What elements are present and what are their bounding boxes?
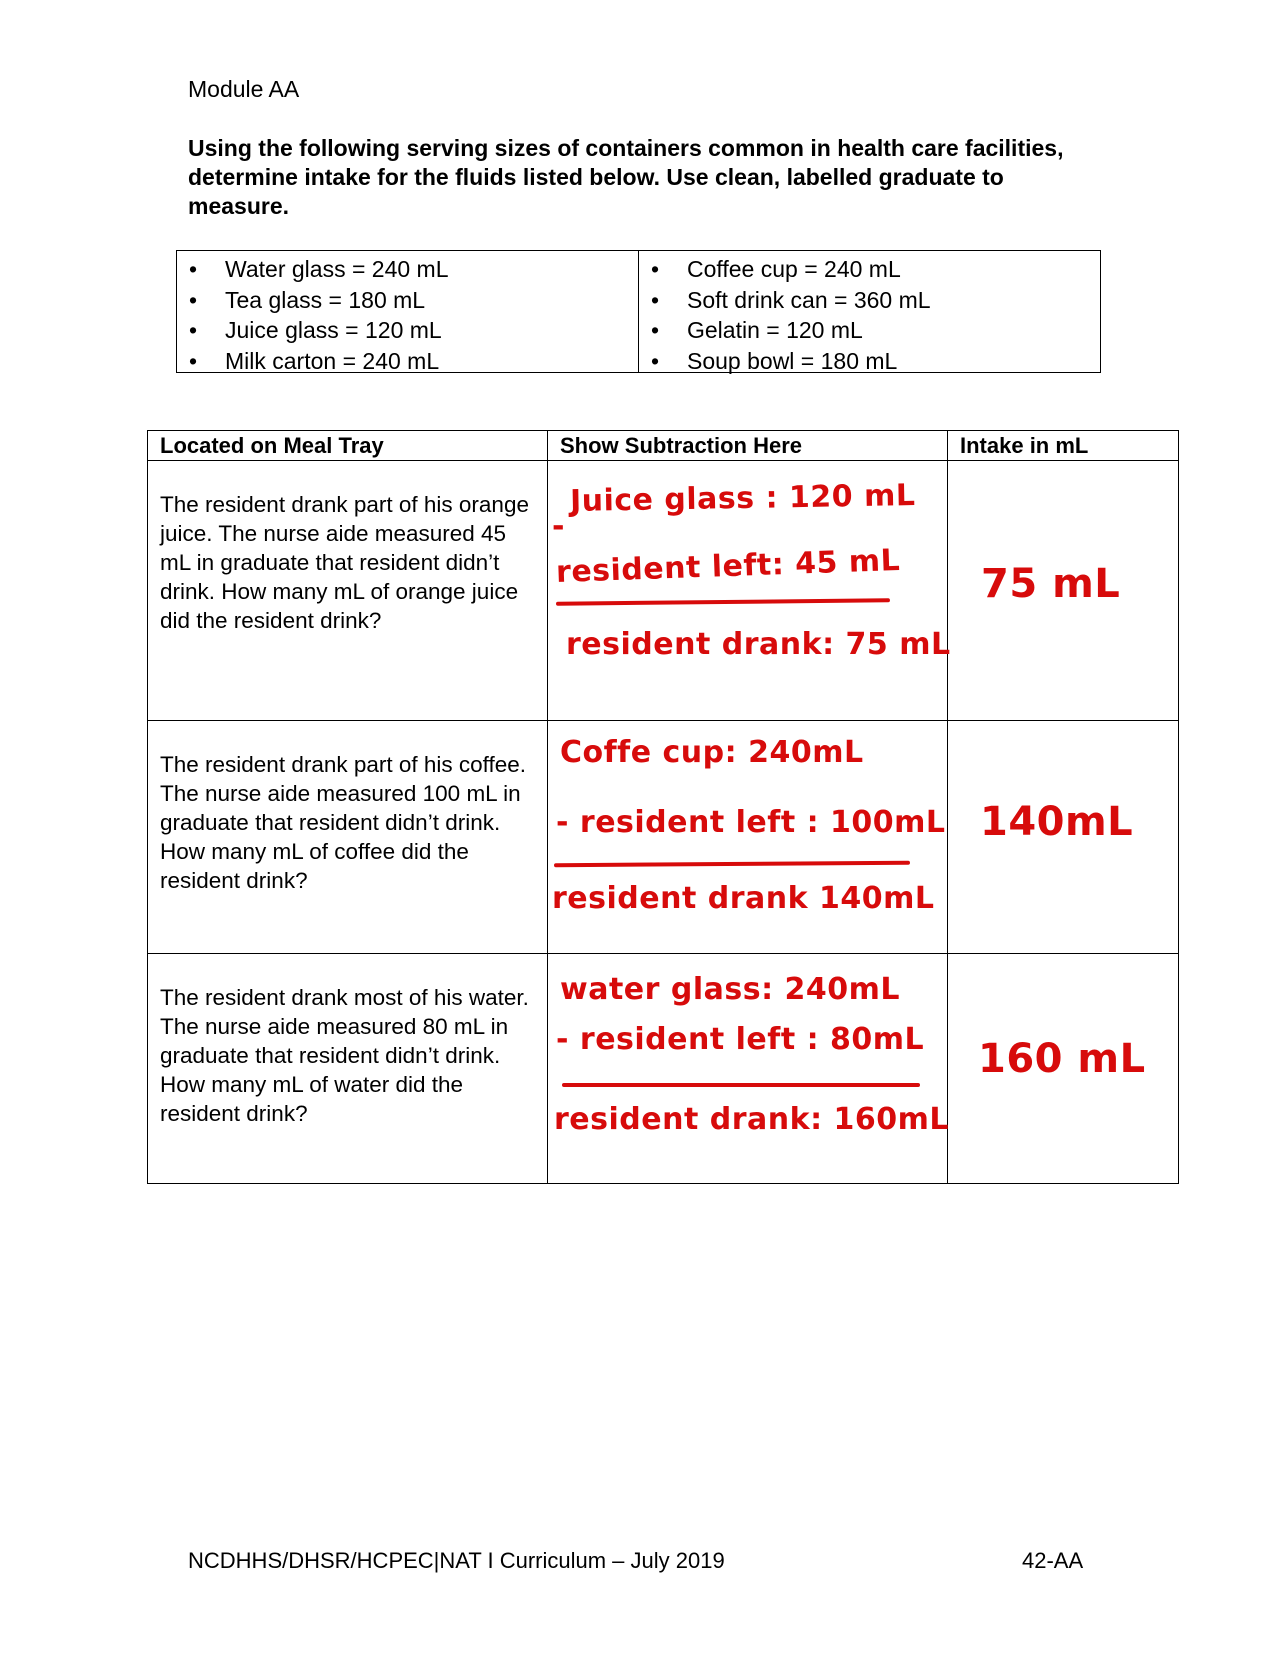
serving-size-item: • Juice glass = 120 mL — [177, 315, 638, 346]
table-row — [148, 954, 1179, 1184]
handwritten-work-line: Juice glass : 120 mL — [569, 477, 916, 520]
handwritten-minus: - — [552, 509, 565, 544]
subtraction-cell — [548, 954, 948, 1184]
handwritten-intake: 140mL — [980, 799, 1134, 845]
serving-size-item: • Tea glass = 180 mL — [177, 285, 638, 316]
handwritten-intake: 160 mL — [978, 1036, 1146, 1082]
serving-size-item: • Gelatin = 120 mL — [639, 315, 1100, 346]
header-located: Located on Meal Tray — [148, 431, 548, 461]
serving-size-item: • Coffee cup = 240 mL — [639, 254, 1100, 285]
serving-sizes-box — [176, 250, 1101, 373]
question-cell: The resident drank part of his coffee. The nurse aide measured 100 mL in graduate that resident didn’t drink. How many mL of coffee did the resident drink? — [148, 721, 548, 954]
table-row — [148, 461, 1179, 721]
module-label: Module AA — [188, 76, 300, 102]
handwritten-work-line: water glass: 240mL — [560, 972, 901, 1007]
serving-size-item: • Water glass = 240 mL — [177, 254, 638, 285]
serving-size-item: • Milk carton = 240 mL — [177, 346, 638, 377]
question-cell: The resident drank part of his orange juice. The nurse aide measured 45 mL in graduate that resident didn’t drink. How many mL of orange juice did the resident drink? — [148, 461, 548, 721]
header-intake: Intake in mL — [948, 431, 1179, 461]
intake-cell — [948, 954, 1179, 1184]
handwritten-work-line: resident drank 140mL — [552, 881, 935, 916]
serving-size-item: • Soup bowl = 180 mL — [639, 346, 1100, 377]
intake-cell — [948, 461, 1179, 721]
question-cell: The resident drank most of his water. The nurse aide measured 80 mL in graduate that resident didn’t drink. How many mL of water did the resident drink? — [148, 954, 548, 1184]
handwritten-underline — [556, 598, 890, 605]
handwritten-work-line: - resident left : 100mL — [556, 805, 946, 840]
handwritten-intake: 75 mL — [981, 561, 1121, 607]
handwritten-underline — [562, 1083, 920, 1087]
subtraction-cell — [548, 721, 948, 954]
instructions: Using the following serving sizes of containers common in health care facilities, determine intake for the fluids listed below. Use clean, labelled graduate to measure. — [188, 135, 1064, 219]
table-header-row — [148, 431, 1179, 461]
handwritten-work-line: resident left: 45 mL — [555, 543, 901, 590]
serving-sizes-right — [638, 251, 1100, 372]
handwritten-work-line: Coffe cup: 240mL — [560, 735, 864, 770]
handwritten-work-line: - resident left : 80mL — [556, 1022, 925, 1057]
meal-tray-table — [147, 430, 1179, 1184]
serving-sizes-left — [177, 251, 638, 372]
intake-cell — [948, 721, 1179, 954]
header-subtraction: Show Subtraction Here — [548, 431, 948, 461]
footer-curriculum: NCDHHS/DHSR/HCPEC|NAT I Curriculum – July 2019 — [188, 1548, 725, 1573]
handwritten-underline — [554, 861, 910, 867]
serving-size-item: • Soft drink can = 360 mL — [639, 285, 1100, 316]
handwritten-work-line: resident drank: 75 mL — [566, 627, 951, 662]
footer-page-number: 42-AA — [1022, 1548, 1084, 1573]
subtraction-cell — [548, 461, 951, 721]
table-row — [148, 721, 1179, 954]
handwritten-work-line: resident drank: 160mL — [554, 1102, 950, 1137]
